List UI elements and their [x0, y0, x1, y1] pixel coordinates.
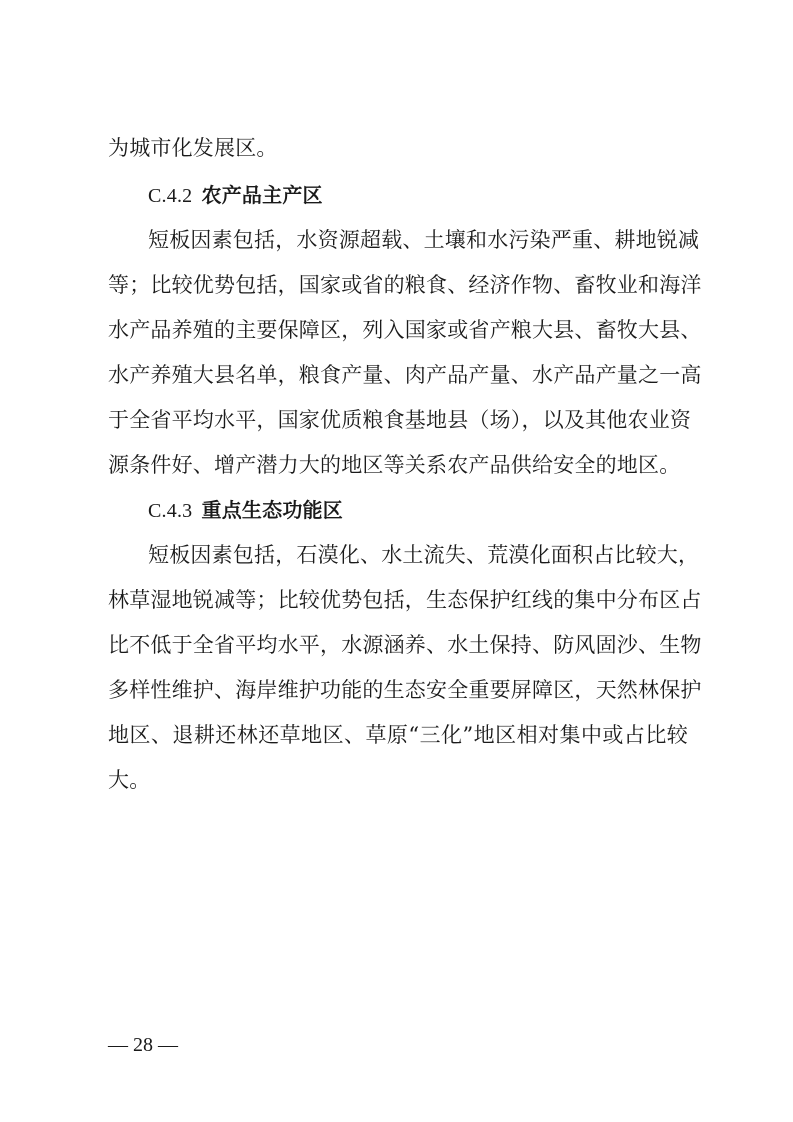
- body-text-line: 地区、退耕还林还草地区、草原“三化”地区相对集中或占比较: [108, 723, 688, 747]
- body-text-line: 林草湿地锐减等；比较优势包括，生态保护红线的集中分布区占: [108, 588, 702, 612]
- page-number: — 28 —: [108, 1034, 178, 1056]
- body-text-line: 比不低于全省平均水平，水源涵养、水土保持、防风固沙、生物: [108, 633, 702, 657]
- section-heading: [148, 495, 343, 525]
- section-title: 农产品主产区: [201, 183, 323, 207]
- section-heading: [148, 180, 323, 210]
- body-text-line: 水产养殖大县名单，粮食产量、肉产品产量、水产品产量之一高: [108, 363, 702, 387]
- body-text-line: 短板因素包括，水资源超载、土壤和水污染严重、耕地锐减: [148, 228, 700, 252]
- body-text-line: 等；比较优势包括，国家或省的粮食、经济作物、畜牧业和海洋: [108, 273, 702, 297]
- body-text-line: 源条件好、增产潜力大的地区等关系农产品供给安全的地区。: [108, 453, 681, 477]
- body-text-line: 于全省平均水平，国家优质粮食基地县（场），以及其他农业资: [108, 408, 692, 432]
- body-text-line: 短板因素包括，石漠化、水土流失、荒漠化面积占比较大，: [148, 543, 700, 567]
- body-text-line: 为城市化发展区。: [108, 136, 278, 160]
- body-text-line: 大。: [108, 768, 151, 792]
- section-number: C.4.2: [148, 185, 193, 207]
- section-title: 重点生态功能区: [201, 498, 343, 522]
- body-text-line: 水产品养殖的主要保障区，列入国家或省产粮大县、畜牧大县、: [108, 318, 702, 342]
- section-number: C.4.3: [148, 500, 193, 522]
- body-text-line: 多样性维护、海岸维护功能的生态安全重要屏障区，天然林保护: [108, 678, 702, 702]
